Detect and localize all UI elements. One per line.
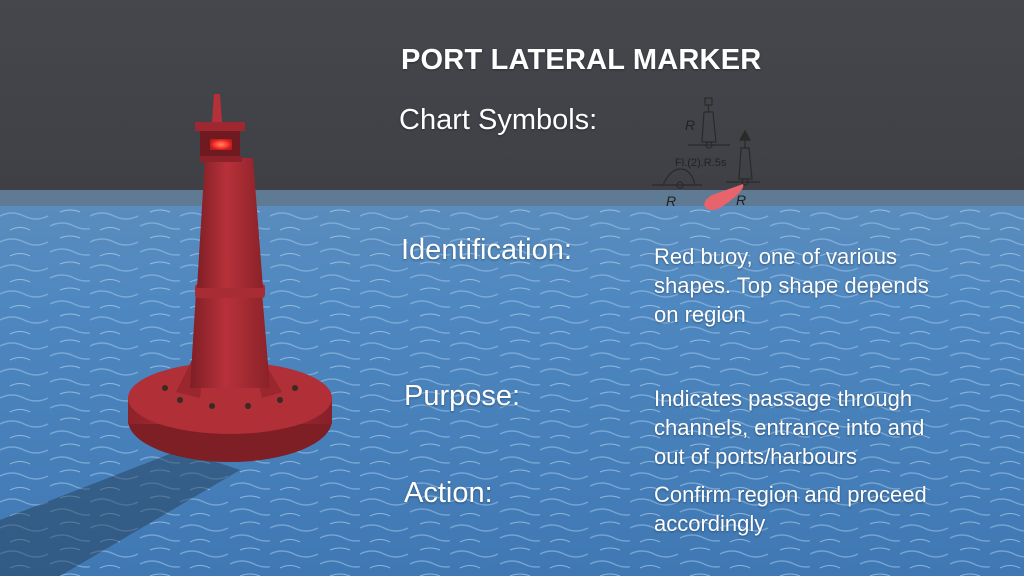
symbol-letter-right: R [736, 192, 747, 208]
identification-line: on region [654, 302, 746, 327]
chart-symbols-label: Chart Symbols: [399, 104, 598, 136]
purpose-line: out of ports/harbours [654, 444, 858, 469]
horizon [0, 190, 1024, 208]
action-text [654, 480, 927, 538]
buoy-tower-lower [190, 292, 270, 388]
purpose-label: Purpose: [404, 380, 521, 412]
sky [0, 0, 1024, 194]
action-line: accordingly [654, 511, 766, 536]
purpose-line: Indicates passage through [654, 386, 913, 411]
identification-text [654, 242, 929, 329]
identification-line: shapes. Top shape depends [654, 273, 929, 298]
action-label: Action: [404, 477, 493, 509]
buoy-tower-upper [197, 158, 263, 288]
identification-label: Identification: [401, 234, 572, 266]
conical-buoy-symbol [726, 131, 760, 185]
purpose-text [654, 384, 924, 471]
light-characteristic: Fl.(2).R.5s [675, 157, 727, 169]
symbol-letter-bottom: R [666, 193, 677, 209]
slide-title: PORT LATERAL MARKER [401, 44, 762, 76]
buoy-light [210, 139, 232, 150]
action-line: Confirm region and proceed [654, 482, 927, 507]
symbol-letter-top: R [685, 117, 696, 133]
chart-symbols-diagram [650, 95, 780, 210]
identification-line: Red buoy, one of various [654, 244, 897, 269]
dome-buoy-symbol [652, 169, 702, 188]
purpose-line: channels, entrance into and [654, 415, 925, 440]
